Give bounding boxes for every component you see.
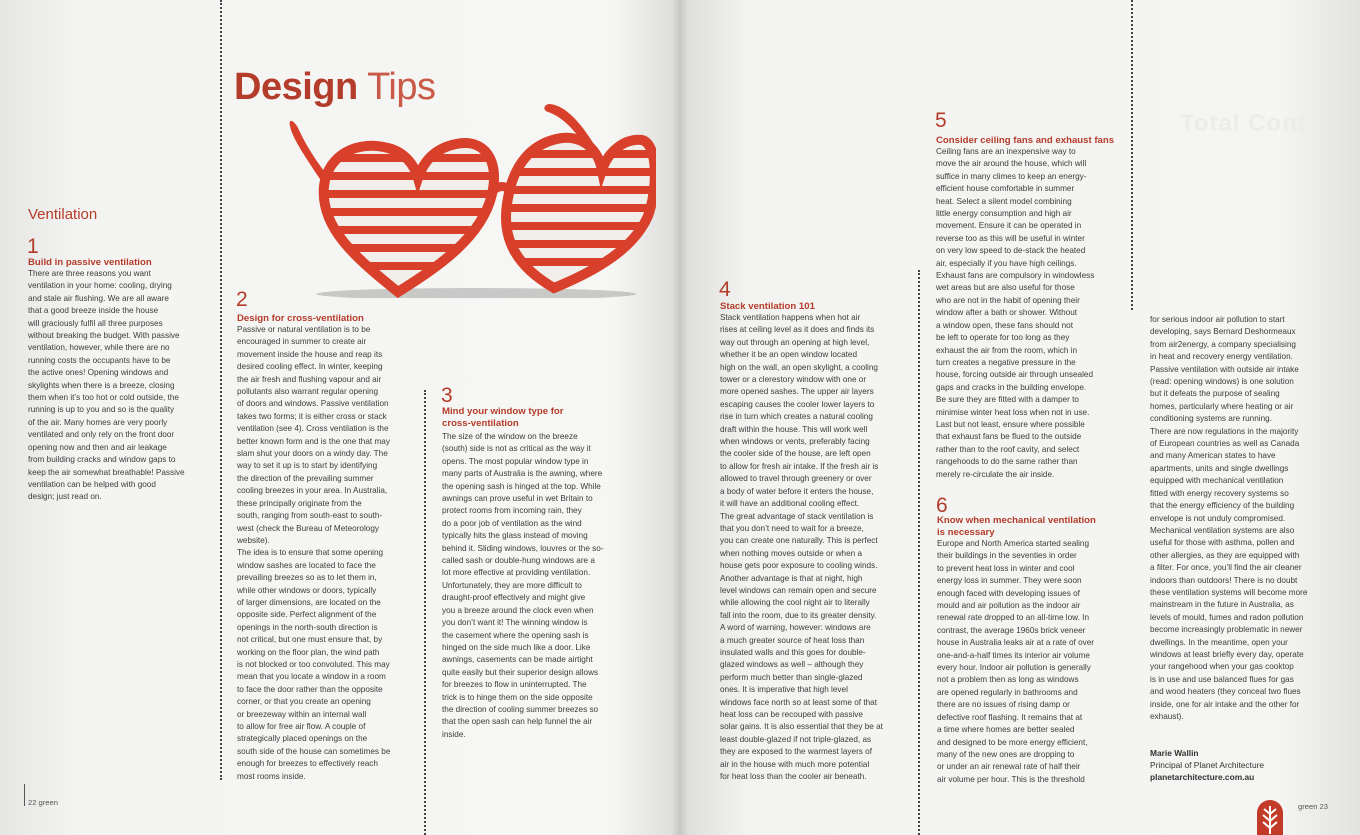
- text-line: to allow for free air flow. A couple of: [237, 722, 366, 731]
- text-line: of the air. Many homes are very poorly: [28, 417, 168, 427]
- text-line: opening now and then and air leakage: [28, 442, 167, 452]
- text-line: tower or a clerestory window with one or: [720, 375, 867, 385]
- text-line: perform much better than single-glazed: [720, 672, 863, 682]
- text-line: will graciously fulfil all three purposes: [28, 318, 163, 328]
- text-line: more opened sashes. The upper air layers: [720, 387, 874, 397]
- text-line: their buildings in the seventies in order: [937, 551, 1077, 561]
- text-line: The great advantage of stack ventilation is: [720, 511, 874, 521]
- text-line: these ventilation systems will become more: [1150, 587, 1308, 597]
- text-line: quite easily but their superior design allows: [442, 667, 599, 677]
- text-line: south side of the house can sometimes be: [237, 746, 391, 756]
- text-line: called sash or double-hung windows are a: [442, 556, 595, 566]
- text-line: there are no issues of rising damp or: [937, 700, 1070, 710]
- text-line: high on the wall, an open skylight, a cooling: [720, 362, 878, 372]
- text-line: conditioning systems are running.: [1150, 414, 1272, 424]
- text-line: behind it. Sliding windows, louvres or the so-: [442, 543, 604, 553]
- text-line: mainstream in the future in Australia, as: [1150, 600, 1294, 610]
- text-line: Exhaust fans are compulsory in windowless: [936, 271, 1095, 281]
- text-line: Ceiling fans are an inexpensive way to: [936, 147, 1076, 156]
- text-line: window sashes are located to face the: [237, 560, 376, 570]
- text-line: design; just read on.: [28, 492, 102, 502]
- text-line: Know when mechanical ventilation: [937, 515, 1096, 526]
- author-url[interactable]: planetarchitecture.com.au: [1150, 772, 1255, 782]
- tip-heading: [937, 515, 1096, 538]
- text-line: Unfortunately, they are more difficult to: [442, 580, 582, 590]
- text-line: draft within the house. This will work well: [720, 424, 868, 434]
- text-line: many parts of Australia is the awning, where: [442, 469, 603, 479]
- text-line: cooling breezes in your area. In Australia,: [237, 486, 388, 496]
- text-line: it will have an additional cooling effect.: [720, 499, 860, 509]
- text-line: without breaking the budget. With passive: [28, 331, 180, 341]
- text-line: heat loss can be recouped with passive: [720, 710, 863, 719]
- text-line: desired cooling effect. In winter, keeping: [237, 362, 383, 372]
- tip-body: [936, 146, 1128, 481]
- text-line: Passive ventilation with outside air intake: [1150, 364, 1299, 374]
- text-line: wet areas but are also useful for those: [936, 283, 1075, 293]
- leaf-logo-icon: [1257, 800, 1283, 835]
- text-line: movement inside the house and reap its: [237, 349, 383, 359]
- text-line: Stack ventilation happens when hot air: [720, 313, 861, 322]
- text-line: them when it’s too hot or cold outside, the: [28, 393, 179, 403]
- text-line: windows face north so at least some of that: [720, 697, 878, 707]
- text-line: to allow for fresh air intake. If the fresh air is: [720, 461, 879, 471]
- text-line: enough for breezes to effectively reach: [237, 759, 378, 769]
- text-line: corner, or that you create an opening: [237, 697, 371, 707]
- text-line: trick is to hinge them on the side opposite: [442, 692, 593, 702]
- text-line: of European countries as well as Canada: [1150, 439, 1300, 449]
- column-rule: [220, 0, 222, 780]
- author-credit: [1150, 747, 1264, 783]
- text-line: mould and air pollution as the indoor air: [937, 601, 1081, 611]
- text-line: Europe and North America started sealing: [937, 539, 1090, 548]
- text-line: most rooms inside.: [237, 771, 306, 781]
- text-line: Mind your window type for: [442, 406, 564, 417]
- text-line: is necessary: [937, 526, 995, 538]
- text-line: that a good breeze inside the house: [28, 306, 159, 316]
- text-line: when nothing moves outside or when a: [720, 548, 863, 558]
- tip-heading: [442, 406, 564, 429]
- text-line: ventilation (see 4). Cross ventilation is the: [237, 424, 389, 434]
- text-line: (south) side is not as critical as the way it: [442, 444, 591, 454]
- text-line: while allowing the cool night air to literally: [720, 598, 870, 608]
- text-line: cross-ventilation: [442, 417, 519, 429]
- text-line: a body of water before it enters the house,: [720, 486, 874, 496]
- text-line: Passive or natural ventilation is to be: [237, 325, 371, 334]
- text-line: the direction of the prevailing summer: [237, 473, 374, 483]
- text-line: a time where homes are better sealed: [937, 725, 1075, 735]
- text-line: The idea is to ensure that some opening: [237, 548, 384, 558]
- tip-heading: Build in passive ventilation: [28, 257, 152, 268]
- text-line: move the air around the house, which will: [936, 159, 1087, 169]
- text-line: the direction of cooling summer breezes so: [442, 704, 599, 714]
- text-line: little energy consumption and high air: [936, 209, 1072, 219]
- text-line: awnings, casements can be made airtight: [442, 655, 593, 665]
- text-line: useful for those with asthma, pollen and: [1150, 538, 1295, 548]
- page-title: Design Tips: [234, 66, 436, 108]
- text-line: ventilation in your home: cooling, drying: [28, 281, 172, 291]
- text-line: you don’t want it! The winning window is: [442, 618, 588, 628]
- text-line: inside, one for air intake and the other for: [1150, 699, 1300, 709]
- text-line: fitted with energy recovery systems so: [1150, 488, 1289, 498]
- text-line: is not blocked or too convoluted. This may: [237, 659, 390, 669]
- text-line: a much greater source of heat loss than: [720, 635, 865, 645]
- text-line: insulated walls and this goes for double-: [720, 647, 866, 657]
- text-line: the air fresh and flushing vapour and air: [237, 374, 382, 384]
- text-line: is in use and use balanced flues for gas: [1150, 674, 1294, 684]
- tip-number: 6: [936, 494, 948, 517]
- page-number-right: green 23: [1298, 802, 1328, 811]
- text-line: your rangehood when your gas cooktop: [1150, 662, 1294, 672]
- text-line: contrast, the average 1960s brick veneer: [937, 625, 1086, 635]
- text-line: takes two forms; it is either cross or stack: [237, 411, 387, 421]
- text-line: one-and-a-half times its interior air volume: [937, 650, 1090, 660]
- text-line: that exhaust fans be flued to the outside: [936, 432, 1082, 442]
- text-line: Another advantage is that at night, high: [720, 573, 863, 583]
- text-line: the cooler side of the house, are left open: [720, 449, 871, 459]
- text-line: exhaust the air from the room, which in: [936, 345, 1078, 355]
- text-line: draught-proof effectively and might give: [442, 593, 586, 603]
- text-line: hinged on the side much like a door. Like: [442, 642, 591, 652]
- text-line: you can create one naturally. This is perfect: [720, 536, 878, 546]
- text-line: to face the door rather than the opposite: [237, 684, 383, 694]
- tip-number: 2: [236, 288, 248, 311]
- text-line: allowed to travel through greenery or over: [720, 474, 872, 484]
- page-gutter: [672, 0, 688, 835]
- text-line: Be sure they are fitted with a damper to: [936, 395, 1079, 405]
- text-line: a window open, these fans should not: [936, 320, 1074, 330]
- text-line: ventilated and only rely on the front door: [28, 430, 175, 440]
- text-line: apartments, units and single dwellings: [1150, 463, 1289, 473]
- text-line: air in the house with much more potential: [720, 759, 870, 769]
- text-line: movement. Ensure it can be operated in: [936, 221, 1082, 231]
- section-heading: Ventilation: [28, 206, 98, 223]
- text-line: many of the new ones are dropping to: [937, 749, 1075, 759]
- text-line: Last but not least, ensure where possible: [936, 419, 1085, 429]
- text-line: window after a bath or shower. Without: [936, 308, 1078, 318]
- tip-heading: Stack ventilation 101: [720, 301, 815, 312]
- text-line: developing, says Bernard Deshormeaux: [1150, 327, 1296, 337]
- text-line: ventilation, however, while there are no: [28, 343, 170, 353]
- text-line: website).: [237, 535, 270, 545]
- text-line: energy loss in summer. They were soon: [937, 576, 1082, 586]
- text-line: you a breeze around the clock even when: [442, 605, 594, 615]
- text-line: solar gains. It is also essential that they be at: [720, 722, 883, 732]
- text-line: rise in turn which creates a natural cooling: [720, 412, 873, 422]
- tip-number: 1: [27, 235, 39, 258]
- text-line: the active ones! Opening windows and: [28, 368, 169, 378]
- tip-body: [28, 268, 218, 504]
- text-line: whether it be an open window located: [720, 350, 858, 360]
- text-line: opens. The most popular window type in: [442, 456, 589, 466]
- text-line: for breezes to flow in uninterrupted. The: [442, 680, 587, 690]
- text-line: glazed windows as well – although they: [720, 660, 864, 670]
- text-line: mean that you locate a window in a room: [237, 672, 386, 682]
- text-line: the opening sash is hinged at the top. While: [442, 481, 601, 491]
- text-line: when windows or vents, preferably facing: [720, 437, 870, 447]
- text-line: envelope is not unduly compromised.: [1150, 513, 1286, 523]
- text-line: west (check the Bureau of Meteorology: [237, 523, 379, 533]
- text-line: who are not in the habit of opening their: [936, 295, 1080, 305]
- text-line: escaping causes the cooler lower layers to: [720, 399, 875, 409]
- text-line: skylights when there is a breeze, closing: [28, 380, 175, 390]
- text-line: gaps and cracks in the building envelope.: [936, 382, 1087, 392]
- text-line: running costs the occupants have to be: [28, 355, 171, 365]
- text-line: dwellings. In the meantime, open your: [1150, 637, 1288, 647]
- column-rule: [424, 390, 426, 835]
- text-line: are opened regularly in bathrooms and: [937, 687, 1078, 697]
- text-line: windows at least briefly every day, operate: [1150, 649, 1304, 659]
- page-number-left: 22 green: [28, 798, 58, 807]
- heart-shutter-glasses-icon: [286, 98, 656, 298]
- text-line: rises at ceiling level as it does and finds its: [720, 325, 875, 335]
- tip-body: [442, 431, 632, 741]
- text-line: opposite side. Perfect alignment of the: [237, 610, 377, 620]
- text-line: exhaust).: [1150, 712, 1184, 721]
- text-line: level windows can remain open and secure: [720, 585, 877, 595]
- text-line: become increasingly problematic in newer: [1150, 625, 1303, 635]
- text-line: awnings can prove useful in wet Britain to: [442, 494, 593, 504]
- text-line: indoors than outdoors! There is no doubt: [1150, 575, 1298, 585]
- text-line: way to set it up is to start by identifying: [237, 461, 378, 471]
- text-line: ones. It is imperative that high level: [720, 685, 848, 695]
- tip-body: [937, 538, 1129, 786]
- tip-heading: Design for cross-ventilation: [237, 313, 364, 324]
- text-line: better known form and is the one that may: [237, 436, 390, 446]
- text-line: pollutants also warrant regular opening: [237, 387, 379, 397]
- text-line: on very low speed to de-stack the heated: [936, 246, 1086, 256]
- text-line: merely re-circulate the air inside.: [936, 469, 1055, 479]
- text-line: or breezeway within an internal wall: [237, 709, 367, 719]
- text-line: turn creates a negative pressure in the: [936, 357, 1076, 367]
- text-line: suffice in many climes to keep an energy-: [936, 171, 1087, 181]
- continuation-body: [1150, 314, 1340, 723]
- text-line: and many American states to have: [1150, 451, 1276, 461]
- text-line: slam shut your doors on a windy day. The: [237, 449, 388, 459]
- text-line: inside.: [442, 729, 466, 739]
- text-line: reverse too as this will be useful in winter: [936, 233, 1085, 243]
- text-line: prevailing breezes so as to let them in,: [237, 573, 377, 583]
- text-line: heat. Select a silent model combining: [936, 196, 1072, 206]
- text-line: typically hits the glass instead of moving: [442, 531, 588, 541]
- text-line: for serious indoor air pollution to start: [1150, 315, 1285, 324]
- tip-body: [237, 324, 422, 783]
- text-line: not a problem then as long as windows: [937, 675, 1079, 685]
- text-line: running is up to you and so is the quality: [28, 405, 175, 415]
- tip-number: 5: [935, 109, 947, 132]
- text-line: enough faced with developing issues of: [937, 588, 1080, 598]
- text-line: house, forcing outside air through unsealed: [936, 370, 1094, 380]
- text-line: not critical, but one must ensure that, by: [237, 635, 383, 645]
- text-line: but it defeats the purpose of sealing: [1150, 389, 1280, 399]
- text-line: a filter. For once, you’ll find the air cleaner: [1150, 563, 1302, 573]
- text-line: protect rooms from incoming rain, they: [442, 506, 582, 516]
- text-line: air, especially if you have high ceilings.: [936, 258, 1077, 268]
- text-line: way out through an opening at high level,: [720, 337, 870, 347]
- text-line: that the open sash can help funnel the air: [442, 717, 593, 727]
- text-line: Mechanical ventilation systems are also: [1150, 525, 1295, 535]
- text-line: openings in the north-south direction is: [237, 622, 378, 632]
- author-name: Marie Wallin: [1150, 748, 1199, 758]
- text-line: house in Australia leaks air at a rate of over: [937, 638, 1095, 648]
- text-line: encouraged in summer to create air: [237, 337, 367, 347]
- tip-body: [720, 312, 912, 783]
- text-line: from building cracks and window gaps to: [28, 455, 176, 465]
- text-line: and wood heaters (they conceal two flues: [1150, 687, 1301, 697]
- text-line: strategically placed openings on the: [237, 734, 368, 744]
- text-line: (read: opening windows) is one solution: [1150, 377, 1294, 387]
- text-line: south, ranging from south-east to south-: [237, 511, 383, 521]
- text-line: of larger dimensions, are located on the: [237, 597, 381, 607]
- text-line: air volume per hour. This is the threshold: [937, 774, 1085, 784]
- text-line: There are now regulations in the majority: [1150, 426, 1299, 436]
- folio-rule: [24, 784, 25, 806]
- text-line: least double-glazed if not triple-glazed, as: [720, 734, 872, 744]
- text-line: be left to operate for too long as they: [936, 333, 1070, 343]
- tip-number: 3: [441, 384, 453, 407]
- text-line: ventilation can be helped with good: [28, 479, 156, 489]
- tip-number: 4: [719, 278, 731, 301]
- text-line: and designed to be more energy efficient,: [937, 737, 1088, 747]
- text-line: lot more effective at providing ventilation.: [442, 568, 591, 578]
- text-line: efficient house comfortable in summer: [936, 184, 1075, 194]
- text-line: for heat loss than the cooler air beneath.: [720, 772, 867, 782]
- text-line: homes, particularly where heating or air: [1150, 401, 1294, 411]
- text-line: that the energy efficiency of the building: [1150, 501, 1295, 511]
- text-line: The size of the window on the breeze: [442, 432, 578, 441]
- text-line: these principally originate from the: [237, 498, 362, 508]
- text-line: every hour. Indoor air pollution is generally: [937, 663, 1091, 673]
- text-line: keep the air somewhat breathable! Passive: [28, 467, 185, 477]
- text-line: equipped with mechanical ventilation: [1150, 476, 1284, 486]
- text-line: minimise winter heat loss when not in use.: [936, 407, 1090, 417]
- text-line: the casement where the opening sash is: [442, 630, 589, 640]
- column-rule: [918, 270, 920, 835]
- text-line: fall into the room, due to its greater density.: [720, 610, 877, 620]
- author-role: Principal of Planet Architecture: [1150, 760, 1265, 770]
- column-rule: [1131, 0, 1133, 310]
- text-line: that you don’t need to wait for a breeze,: [720, 523, 864, 533]
- text-line: There are three reasons you want: [28, 269, 151, 278]
- tip-heading: Consider ceiling fans and exhaust fans: [936, 135, 1115, 146]
- text-line: do a poor job of ventilation as the wind: [442, 518, 582, 528]
- text-line: from air2energy, a company specialising: [1150, 339, 1296, 349]
- text-line: house gets poor exposure to cooling winds.: [720, 561, 878, 571]
- text-line: of doors and windows. Passive ventilation: [237, 399, 389, 409]
- text-line: renewal rate dropped to an all-time low. In: [937, 613, 1090, 623]
- text-line: they are exposed to the warmest layers of: [720, 747, 873, 757]
- show-through-text: Total Cont: [1180, 110, 1307, 137]
- text-line: or under an air renewal rate of half their: [937, 762, 1081, 772]
- text-line: working on the floor plan, the wind path: [237, 647, 380, 657]
- text-line: and stale air flushing. We are all aware: [28, 293, 169, 303]
- text-line: A word of warning, however: windows are: [720, 623, 871, 633]
- text-line: while other windows or doors, typically: [237, 585, 377, 595]
- text-line: rangehoods to do the same rather than: [936, 457, 1078, 467]
- text-line: other allergies, as they are equipped with: [1150, 550, 1300, 560]
- text-line: to prevent heat loss in winter and cool: [937, 563, 1075, 573]
- text-line: rather than to the roof cavity, and select: [936, 444, 1080, 454]
- text-line: in heat and recovery energy ventilation.: [1150, 352, 1293, 362]
- text-line: levels of mould, fumes and radon pollution: [1150, 612, 1304, 622]
- text-line: defective roof flashing. It remains that at: [937, 712, 1083, 722]
